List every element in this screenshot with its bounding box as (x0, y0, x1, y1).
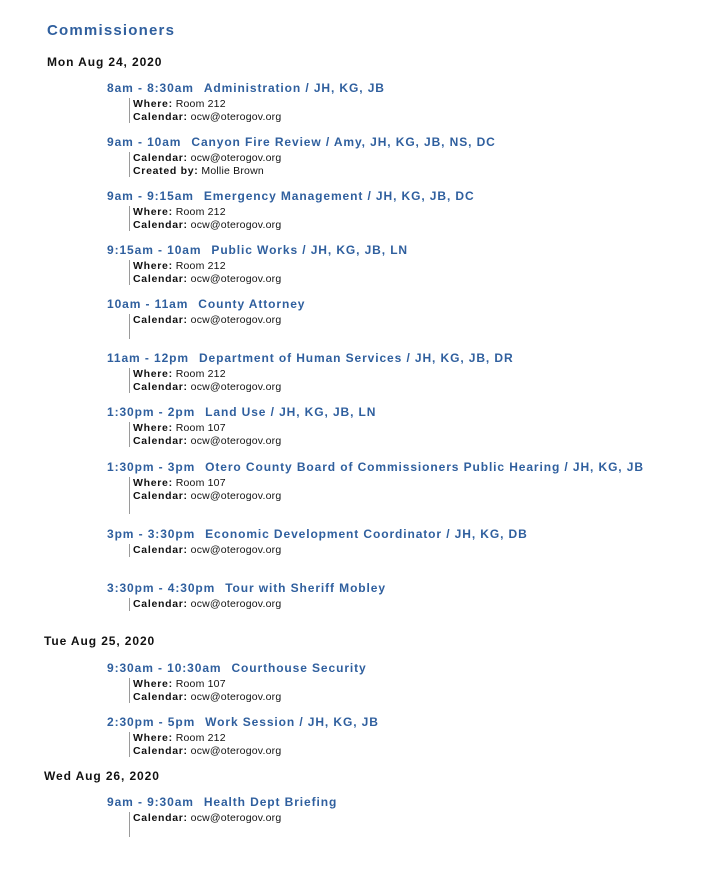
page-title: Commissioners (47, 22, 176, 39)
event-details (129, 368, 514, 393)
event-item[interactable] (107, 81, 385, 123)
event-details (129, 314, 305, 339)
event-header[interactable] (107, 243, 408, 258)
detail-value: ocw@oterogov.org (190, 434, 282, 447)
detail-label: Where: (133, 98, 173, 110)
detail-value: Room 212 (175, 732, 226, 744)
detail-value: ocw@oterogov.org (190, 544, 282, 556)
event-item[interactable] (107, 460, 644, 514)
event-time: 3:30pm - 4:30pm (107, 581, 216, 595)
event-title: Work Session / JH, KG, JB (205, 715, 379, 729)
detail-label: Calendar: (133, 272, 188, 285)
event-detail-line (133, 477, 644, 490)
event-detail-line (133, 314, 305, 327)
event-details (129, 598, 386, 611)
event-time: 3pm - 3:30pm (107, 527, 196, 541)
event-header[interactable] (107, 661, 367, 676)
detail-label: Calendar: (133, 489, 188, 502)
event-details (129, 732, 379, 757)
event-header[interactable] (107, 189, 475, 204)
event-details (129, 812, 337, 837)
event-time: 9:15am - 10am (107, 243, 202, 257)
event-time: 8am - 8:30am (107, 81, 194, 95)
detail-label: Calendar: (133, 598, 188, 610)
event-item[interactable] (107, 297, 305, 339)
event-header[interactable] (107, 527, 528, 542)
event-detail-line (133, 732, 379, 745)
day-heading: Wed Aug 26, 2020 (44, 769, 160, 783)
event-item[interactable] (107, 135, 496, 177)
event-detail-line (133, 745, 379, 758)
detail-value: ocw@oterogov.org (190, 812, 282, 824)
event-detail-line (133, 111, 385, 124)
detail-label: Calendar: (133, 690, 188, 703)
event-time: 9:30am - 10:30am (107, 661, 222, 675)
detail-value: ocw@oterogov.org (190, 110, 282, 123)
event-details (129, 206, 475, 231)
day-heading: Mon Aug 24, 2020 (47, 55, 163, 69)
event-item[interactable] (107, 189, 475, 231)
detail-label: Calendar: (133, 152, 188, 164)
event-title: County Attorney (198, 297, 306, 311)
detail-label: Calendar: (133, 544, 188, 556)
event-header[interactable] (107, 351, 514, 366)
event-item[interactable] (107, 581, 386, 611)
event-header[interactable] (107, 460, 644, 475)
event-details (129, 98, 385, 123)
detail-value: ocw@oterogov.org (190, 598, 282, 610)
detail-label: Where: (133, 260, 173, 272)
event-item[interactable] (107, 243, 408, 285)
detail-label: Calendar: (133, 812, 188, 824)
detail-value: ocw@oterogov.org (190, 489, 282, 502)
event-header[interactable] (107, 581, 386, 596)
detail-value: Room 107 (175, 678, 226, 690)
event-header[interactable] (107, 297, 305, 312)
event-title: Otero County Board of Commissioners Public Hearing / JH, KG, JB (205, 460, 644, 474)
detail-value: ocw@oterogov.org (190, 380, 282, 393)
event-detail-line (133, 165, 496, 178)
event-detail-line (133, 691, 367, 704)
detail-value: ocw@oterogov.org (190, 314, 282, 326)
event-detail-line (133, 368, 514, 381)
event-detail-line (133, 98, 385, 111)
event-item[interactable] (107, 351, 514, 393)
detail-label: Calendar: (133, 380, 188, 393)
detail-value: ocw@oterogov.org (190, 690, 282, 703)
event-details (129, 477, 644, 514)
event-time: 9am - 9:30am (107, 795, 194, 809)
detail-spacer (133, 327, 305, 339)
event-item[interactable] (107, 715, 379, 757)
event-detail-line (133, 812, 337, 825)
event-title: Health Dept Briefing (203, 795, 338, 809)
detail-label: Calendar: (133, 314, 188, 326)
event-time: 1:30pm - 2pm (107, 405, 196, 419)
event-title: Public Works / JH, KG, JB, LN (211, 243, 409, 257)
event-detail-line (133, 206, 475, 219)
event-detail-line (133, 435, 376, 448)
event-details (129, 544, 528, 557)
event-title: Courthouse Security (231, 661, 367, 675)
event-time: 1:30pm - 3pm (107, 460, 196, 474)
detail-label: Where: (133, 368, 173, 380)
event-time: 10am - 11am (107, 297, 189, 311)
event-details (129, 678, 367, 703)
event-details (129, 152, 496, 177)
detail-label: Calendar: (133, 110, 188, 123)
event-header[interactable] (107, 81, 385, 96)
day-heading: Tue Aug 25, 2020 (44, 634, 156, 648)
event-header[interactable] (107, 715, 379, 730)
detail-label: Calendar: (133, 218, 188, 231)
event-title: Economic Development Coordinator / JH, KG, DB (205, 527, 528, 541)
event-title: Administration / JH, KG, JB (203, 81, 385, 95)
detail-value: Room 107 (175, 477, 226, 489)
event-detail-line (133, 422, 376, 435)
detail-value: ocw@oterogov.org (190, 218, 282, 231)
detail-value: Room 212 (175, 206, 226, 218)
detail-value: Room 212 (175, 260, 226, 272)
event-header[interactable] (107, 405, 376, 420)
detail-label: Where: (133, 732, 173, 744)
event-time: 9am - 10am (107, 135, 182, 149)
event-detail-line (133, 260, 408, 273)
detail-value: Room 107 (175, 422, 226, 434)
event-time: 9am - 9:15am (107, 189, 194, 203)
detail-value: ocw@oterogov.org (190, 744, 282, 757)
event-detail-line (133, 273, 408, 286)
detail-label: Where: (133, 477, 173, 489)
event-header[interactable] (107, 135, 496, 150)
event-detail-line (133, 152, 496, 165)
event-details (129, 260, 408, 285)
event-item[interactable] (107, 527, 528, 557)
event-title: Emergency Management / JH, KG, JB, DC (203, 189, 475, 203)
detail-value: ocw@oterogov.org (190, 152, 282, 164)
detail-label: Where: (133, 206, 173, 218)
detail-label: Where: (133, 422, 173, 434)
event-header[interactable] (107, 795, 337, 810)
event-title: Department of Human Services / JH, KG, JB, DR (198, 351, 514, 365)
event-detail-line (133, 678, 367, 691)
event-detail-line (133, 544, 528, 557)
event-detail-line (133, 598, 386, 611)
detail-value: Room 212 (175, 368, 226, 380)
detail-label: Calendar: (133, 434, 188, 447)
detail-value: ocw@oterogov.org (190, 272, 282, 285)
event-detail-line (133, 381, 514, 394)
detail-label: Created by: (133, 164, 199, 177)
event-title: Land Use / JH, KG, JB, LN (205, 405, 377, 419)
detail-value: Room 212 (175, 98, 226, 110)
event-detail-line (133, 219, 475, 232)
event-time: 11am - 12pm (107, 351, 189, 365)
detail-spacer (133, 502, 644, 514)
detail-label: Calendar: (133, 744, 188, 757)
event-item[interactable] (107, 661, 367, 703)
event-item[interactable] (107, 405, 376, 447)
event-detail-line (133, 490, 644, 503)
event-title: Tour with Sheriff Mobley (225, 581, 386, 595)
event-details (129, 422, 376, 447)
detail-value: Mollie Brown (201, 164, 264, 177)
detail-label: Where: (133, 678, 173, 690)
detail-spacer (133, 825, 337, 837)
event-item[interactable] (107, 795, 337, 837)
event-time: 2:30pm - 5pm (107, 715, 196, 729)
event-title: Canyon Fire Review / Amy, JH, KG, JB, NS, DC (191, 135, 496, 149)
